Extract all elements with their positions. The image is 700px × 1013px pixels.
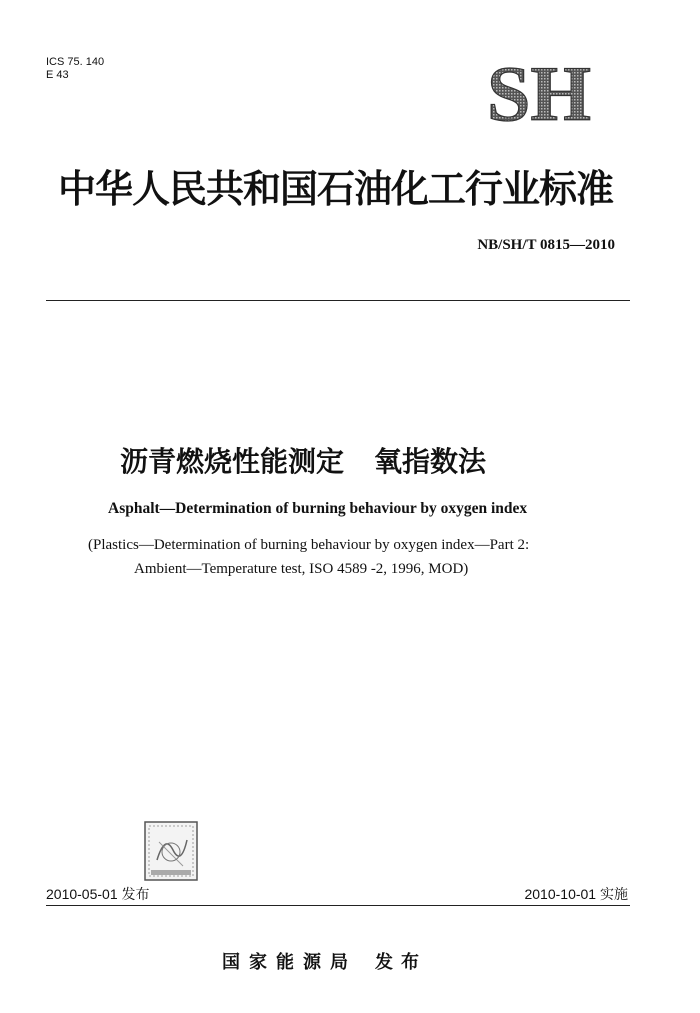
classification-code: E 43 bbox=[46, 69, 69, 81]
ics-block bbox=[46, 56, 104, 82]
publisher bbox=[222, 948, 427, 974]
implementation-date: 2010-10-01 实施 bbox=[524, 886, 628, 902]
publisher-name: 国家能源局 bbox=[222, 952, 357, 973]
standard-code: NB/SH/T 0815—2010 bbox=[477, 237, 615, 253]
chinese-title bbox=[120, 440, 580, 480]
publisher-action: 发布 bbox=[375, 952, 427, 973]
issue-date: 2010-05-01 发布 bbox=[46, 886, 150, 902]
reference-standard bbox=[88, 533, 529, 581]
main-title: 中华人民共和国石油化工行业标准 bbox=[58, 167, 614, 211]
reference-line-2: Ambient—Temperature test, ISO 4589 -2, 1996, MOD) bbox=[134, 561, 469, 577]
chinese-title-part1: 沥青燃烧性能测定 bbox=[120, 445, 345, 478]
chinese-title-part2: 氧指数法 bbox=[374, 445, 487, 478]
sh-logo-text: SH bbox=[486, 60, 592, 126]
anti-counterfeit-stamp bbox=[143, 820, 199, 882]
bottom-divider bbox=[46, 905, 630, 906]
reference-line-1: (Plastics—Determination of burning behaviour by oxygen index—Part 2: bbox=[88, 537, 530, 553]
english-title: Asphalt—Determination of burning behaviour by oxygen index bbox=[108, 500, 528, 517]
top-divider bbox=[46, 300, 630, 301]
sh-logo bbox=[481, 60, 601, 126]
ics-code: ICS 75. 140 bbox=[46, 56, 105, 68]
